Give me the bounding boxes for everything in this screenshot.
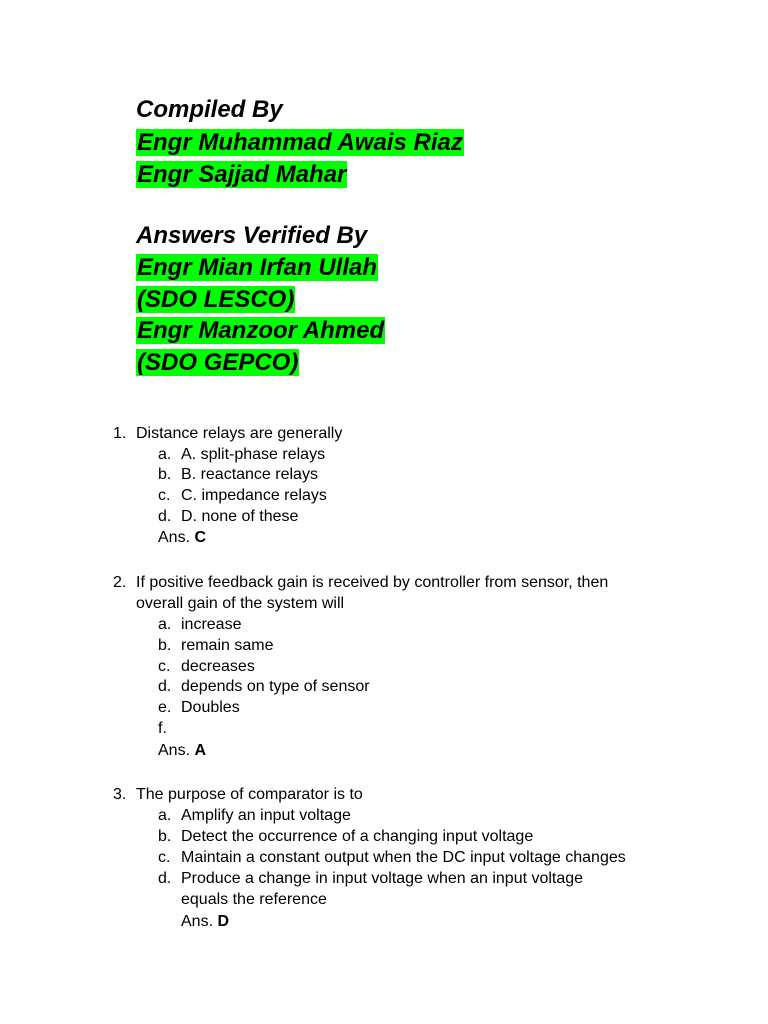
q2-option-b-text: remain same (181, 637, 274, 654)
question-3-number: 3. (113, 786, 127, 803)
q3-answer-value: D (217, 913, 230, 930)
q1-option-c-letter: c. (158, 487, 171, 504)
q1-option-b-letter: b. (158, 466, 172, 483)
q2-answer-value: A (194, 742, 207, 759)
verifier-name-1: Engr Mian Irfan Ullah (137, 254, 378, 281)
question-2-number: 2. (113, 574, 127, 591)
q1-option-a-letter: a. (158, 446, 172, 463)
verifier-name-2: Engr Manzoor Ahmed (137, 317, 385, 344)
compiler-name-1: Engr Muhammad Awais Riaz (137, 129, 463, 156)
q3-option-a-letter: a. (158, 807, 172, 824)
verifier-org-1: (SDO LESCO) (137, 286, 295, 313)
verified-by-heading: Answers Verified By (136, 222, 368, 249)
compiler-name-2: Engr Sajjad Mahar (137, 161, 347, 188)
q2-option-d-letter: d. (158, 678, 172, 695)
question-3-text: The purpose of comparator is to (136, 786, 363, 803)
q2-option-f-letter: f. (158, 720, 167, 737)
q3-option-c-letter: c. (158, 849, 171, 866)
verifier-org-2: (SDO GEPCO) (137, 349, 299, 376)
q2-option-e-text: Doubles (181, 699, 240, 716)
question-2-text-line-2: overall gain of the system will (136, 595, 345, 612)
question-1-number: 1. (113, 425, 127, 442)
q2-option-e-letter: e. (158, 699, 172, 716)
q2-option-a-text: increase (181, 616, 242, 633)
q2-option-b-letter: b. (158, 637, 172, 654)
q1-option-a-text: A. split-phase relays (181, 446, 326, 463)
q3-option-b-text: Detect the occurrence of a changing input voltage (181, 828, 534, 845)
q1-option-d-text: D. none of these (181, 508, 299, 525)
q1-answer: Ans. C (158, 529, 207, 546)
q2-option-d-text: depends on type of sensor (181, 678, 370, 695)
q1-answer-value: C (194, 529, 207, 546)
q3-option-b-letter: b. (158, 828, 172, 845)
q1-option-c-text: C. impedance relays (181, 487, 327, 504)
q1-option-b-text: B. reactance relays (181, 466, 318, 483)
compiled-by-heading: Compiled By (136, 96, 283, 123)
q1-option-d-letter: d. (158, 508, 172, 525)
q2-option-c-letter: c. (158, 658, 171, 675)
q3-option-a-text: Amplify an input voltage (181, 807, 351, 824)
q3-option-d-text: Produce a change in input voltage when an input voltage (181, 870, 584, 887)
question-1-text: Distance relays are generally (136, 425, 343, 442)
q3-option-d-continuation: equals the reference (181, 891, 327, 908)
q3-option-d-letter: d. (158, 870, 172, 887)
q2-answer: Ans. A (158, 742, 207, 759)
q3-answer: Ans. D (181, 913, 230, 930)
q2-option-c-text: decreases (181, 658, 255, 675)
q2-option-a-letter: a. (158, 616, 172, 633)
question-2-text-line-1: If positive feedback gain is received by controller from sensor, then (136, 574, 609, 591)
q3-option-c-text: Maintain a constant output when the DC input voltage changes (181, 849, 626, 866)
